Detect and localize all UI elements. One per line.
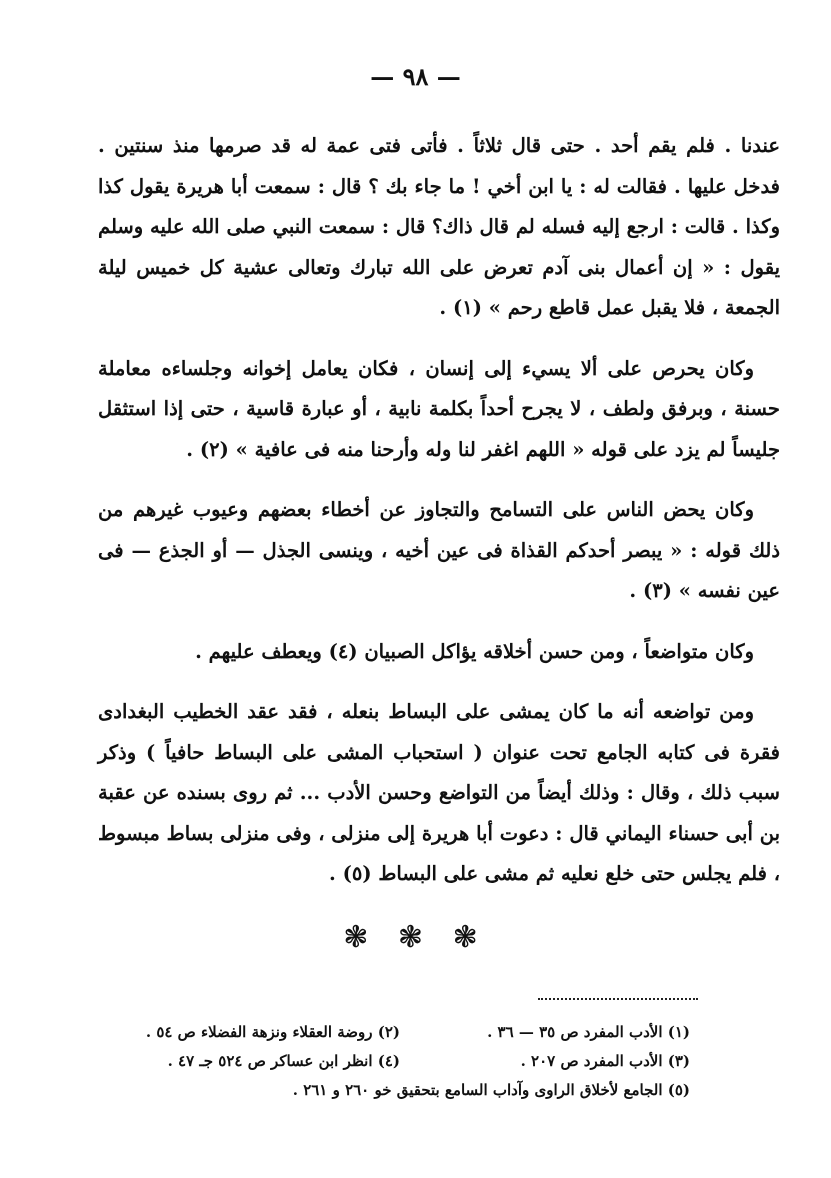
section-ornament: ❃ ❃ ❃ [343,920,488,955]
footnote-4: (٤) انظر ابن عساكر ص ٥٢٤ جـ ٤٧ . [167,1052,400,1070]
footnote-2: (٢) روضة العقلاء ونزهة الفضلاء ص ٥٤ . [145,1023,400,1041]
footnote-3: (٣) الأدب المفرد ص ٢٠٧ . [520,1052,690,1070]
footnote-5: (٥) الجامع لأخلاق الراوى وآداب السامع بتحقيق خو ٢٦٠ و ٢٦١ . [292,1081,690,1099]
footnote-row [110,1047,690,1076]
paragraph-2: وكان يحرص على ألا يسيء إلى إنسان ، فكان يعامل إخوانه وجلساءه معاملة حسنة ، وبرفق ولطف ، لا يجرح أحداً بكلمة نابية ، أو عبارة قاسية ، حتى إذا استثقل جليساً لم يزد على قوله « اللهم اغفر لنا وله وأرحنا منه فى عافية » (٢) . [98,356,780,461]
paragraph-1: عندنا . فلم يقم أحد . حتى قال ثلاثاً . فأتى فتى عمة له قد صرمها منذ سنتين . فدخل عليها . فقالت له : يا ابن أخي ! ما جاء بك ؟ قال : سمعت أبا هريرة يقول كذا وكذا . قالت : ارجع إليه فسله لم قال ذاك؟ قال : سمعت النبي صلى الله عليه وسلم يقول : « إن أعمال بنى آدم تعرض على الله تبارك وتعالى عشية كل خميس ليلة الجمعة ، فلا يقبل عمل قاطع رحم » (١) . [98,134,780,319]
paragraph-3: وكان يحض الناس على التسامح والتجاوز عن أخطاء بعضهم وعيوب غيرهم من ذلك قوله : « يبصر أحدكم القذاة فى عين أخيه ، وينسى الجذل — أو الجذع — فى عين نفسه » (٣) . [98,498,780,602]
body-text [98,126,780,915]
paragraph-5: ومن تواضعه أنه ما كان يمشى على البساط بنعله ، فقد عقد الخطيب البغدادى فقرة فى كتابه الجامع تحت عنوان ( استحباب المشى على البساط حافياً ) وذكر سبب ذلك ، وقال : وذلك أيضاً من التواضع وحسن الأدب ... ثم روى بسنده عن عقبة بن أبى حسناء اليماني قال : دعوت أبا هريرة إلى منزلى ، وفى منزلى بساط مبسوط ، فلم يجلس حتى خلع نعليه ثم مشى على البساط (٥) . [98,700,780,885]
footnotes [110,1018,690,1105]
page-number: — ٩٨ — [370,62,461,91]
footnote-divider [538,998,698,1000]
footnote-row [110,1018,690,1047]
footnote-1: (١) الأدب المفرد ص ٣٥ — ٣٦ . [487,1023,690,1041]
paragraph-4: وكان متواضعاً ، ومن حسن أخلاقه يؤاكل الصبيان (٤) ويعطف عليهم . [195,639,754,663]
